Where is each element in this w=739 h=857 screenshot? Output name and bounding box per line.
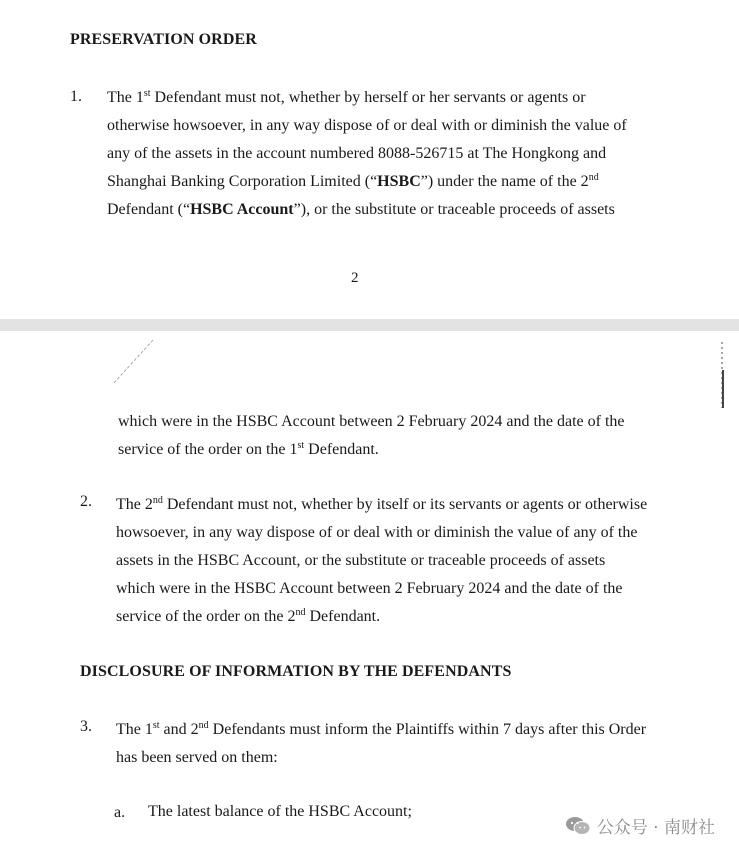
scan-mark-left: [105, 338, 155, 388]
text-line: any of the assets in the account numbered 8088-526715 at The Hongkong and: [107, 145, 607, 162]
watermark: [565, 813, 715, 838]
item-2-number: 2.: [80, 493, 92, 510]
text-line: Shanghai Banking Corporation Limited (“HSBC”) under the name of the 2nd: [107, 172, 599, 190]
text-line: which were in the HSBC Account between 2 February 2024 and the date of the: [116, 580, 623, 597]
text-line: The 2nd Defendant must not, whether by itself or its servants or agents or otherwise: [116, 495, 648, 513]
text-line: otherwise howsoever, in any way dispose of or deal with or diminish the value of: [107, 117, 627, 134]
text-line: service of the order on the 2nd Defendant.: [116, 607, 381, 625]
wechat-icon: [565, 816, 591, 836]
text-line: The 1st Defendant must not, whether by herself or her servants or agents or: [107, 88, 586, 106]
page-number: 2: [351, 270, 359, 286]
item-1-text: [107, 84, 643, 224]
scan-mark-right: [714, 340, 728, 410]
item-2-text: [116, 491, 651, 631]
preservation-order-heading: PRESERVATION ORDER: [70, 31, 257, 48]
item-3a-text: The latest balance of the HSBC Account;: [148, 803, 412, 820]
disclosure-heading: DISCLOSURE OF INFORMATION BY THE DEFENDANTS: [80, 663, 512, 680]
text-line: has been served on them:: [116, 749, 278, 766]
item-1-continuation: [118, 408, 652, 464]
page-divider: [0, 319, 739, 331]
item-3-text: [116, 716, 651, 772]
text-line: assets in the HSBC Account, or the substitute or traceable proceeds of assets: [116, 552, 606, 569]
text-line: which were in the HSBC Account between 2 February 2024 and the date of the: [118, 413, 625, 430]
text-line: service of the order on the 1st Defendant.: [118, 440, 379, 458]
text-line: The 1st and 2nd Defendants must inform the Plaintiffs within 7 days after this Order: [116, 720, 647, 738]
watermark-text: 公众号 · 南财社: [596, 818, 715, 838]
text-line: Defendant (“HSBC Account”), or the substitute or traceable proceeds of assets: [107, 201, 615, 218]
item-3a-letter: a.: [114, 804, 126, 821]
item-3-number: 3.: [80, 718, 92, 735]
text-line: howsoever, in any way dispose of or deal with or diminish the value of any of the: [116, 524, 638, 541]
item-1-number: 1.: [70, 88, 82, 105]
